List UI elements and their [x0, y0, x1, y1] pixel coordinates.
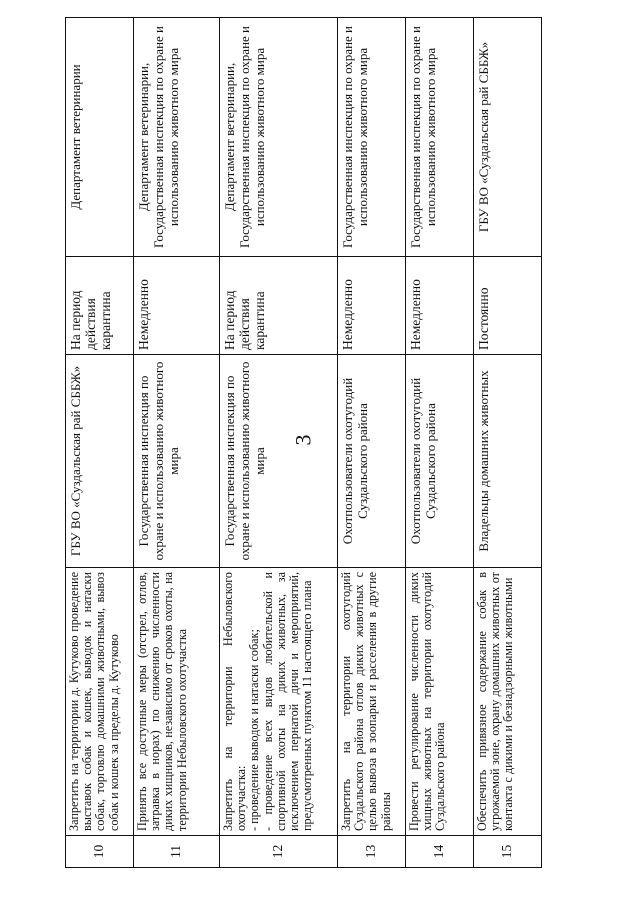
action-cell: Запретить на территории д. Кутуково проведение выставок собак и кошек, выводок и натаски собак, торговлю домашними животными, вывоз собак и кошек за пределы д. Кутуково — [66, 568, 134, 836]
row-number: 10 — [66, 836, 134, 868]
control-cell: ГБУ ВО «Суздальская рай СББЖ» — [474, 18, 542, 257]
action-line: - проведение всех видов любительской и спортивной охоты на диких животных, за исключением пернатой дичи и мероприятий, предусмотренных пунктом 11 настоящего плана — [260, 572, 315, 831]
table-row — [220, 18, 338, 868]
row-number: 15 — [474, 836, 542, 868]
row-number: 13 — [338, 836, 406, 868]
responsible-cell: ГБУ ВО «Суздальская рай СББЖ» — [66, 355, 134, 568]
table-row — [338, 18, 406, 868]
table-row — [474, 18, 542, 868]
action-cell: Запретить на территории охотугодий Суздальского района отлов диких животных с целью вывоза в зоопарки и расселения в другие районы — [338, 568, 406, 836]
control-cell: Государственная инспекция по охране и использованию животного мира — [406, 18, 474, 257]
term-cell: На период действия карантина — [66, 257, 134, 355]
control-cell: Департамент ветеринарии, Государственная инспекция по охране и использованию животного мира — [134, 18, 220, 257]
term-cell: На период действия карантина — [220, 257, 338, 355]
table-row — [134, 18, 220, 868]
row-number: 11 — [134, 836, 220, 868]
table-row — [406, 18, 474, 868]
rotated-table-container — [65, 18, 541, 868]
control-cell: Департамент ветеринарии — [66, 18, 134, 257]
row-number: 14 — [406, 836, 474, 868]
responsible-cell: Государственная инспекция по охране и использованию животного мира — [134, 355, 220, 568]
action-cell: Принять все доступные меры (отстрел, отлов, затравка в норах) по снижению численности диких хищников, независимо от сроков охоты, на территории Небыловского охотучастка — [134, 568, 220, 836]
term-cell: Немедленно — [406, 257, 474, 355]
control-cell: Департамент ветеринарии, Государственная инспекция по охране и использованию животного мира — [220, 18, 338, 257]
page-number: 3 — [290, 434, 315, 446]
action-line: - проведение выводок и натаски собак; — [247, 629, 262, 831]
quarantine-measures-table — [65, 17, 542, 868]
term-cell: Немедленно — [338, 257, 406, 355]
action-cell: Обеспечить привязное содержание собак в угрожаемой зоне, охрану домашних животных от контакта с дикими и безнадзорными животными — [474, 568, 542, 836]
row-number: 12 — [220, 836, 338, 868]
action-cell: Провести регулирование численности диких хищных животных на территории охотугодий Суздальского района — [406, 568, 474, 836]
term-cell: Немедленно — [134, 257, 220, 355]
table-row — [66, 18, 134, 868]
responsible-cell: Владельцы домашних животных — [474, 355, 542, 568]
control-cell: Государственная инспекция по охране и использованию животного мира — [338, 18, 406, 257]
responsible-cell: Охотпользователи охотугодий Суздальского района — [406, 355, 474, 568]
action-line: Запретить на территории Небыловского охотучастка: — [221, 572, 249, 831]
action-cell — [220, 568, 338, 836]
responsible-cell: Государственная инспекция по охране и использованию животного мира — [220, 355, 338, 568]
term-cell: Постоянно — [474, 257, 542, 355]
responsible-cell: Охотпользователи охотугодий Суздальского района — [338, 355, 406, 568]
